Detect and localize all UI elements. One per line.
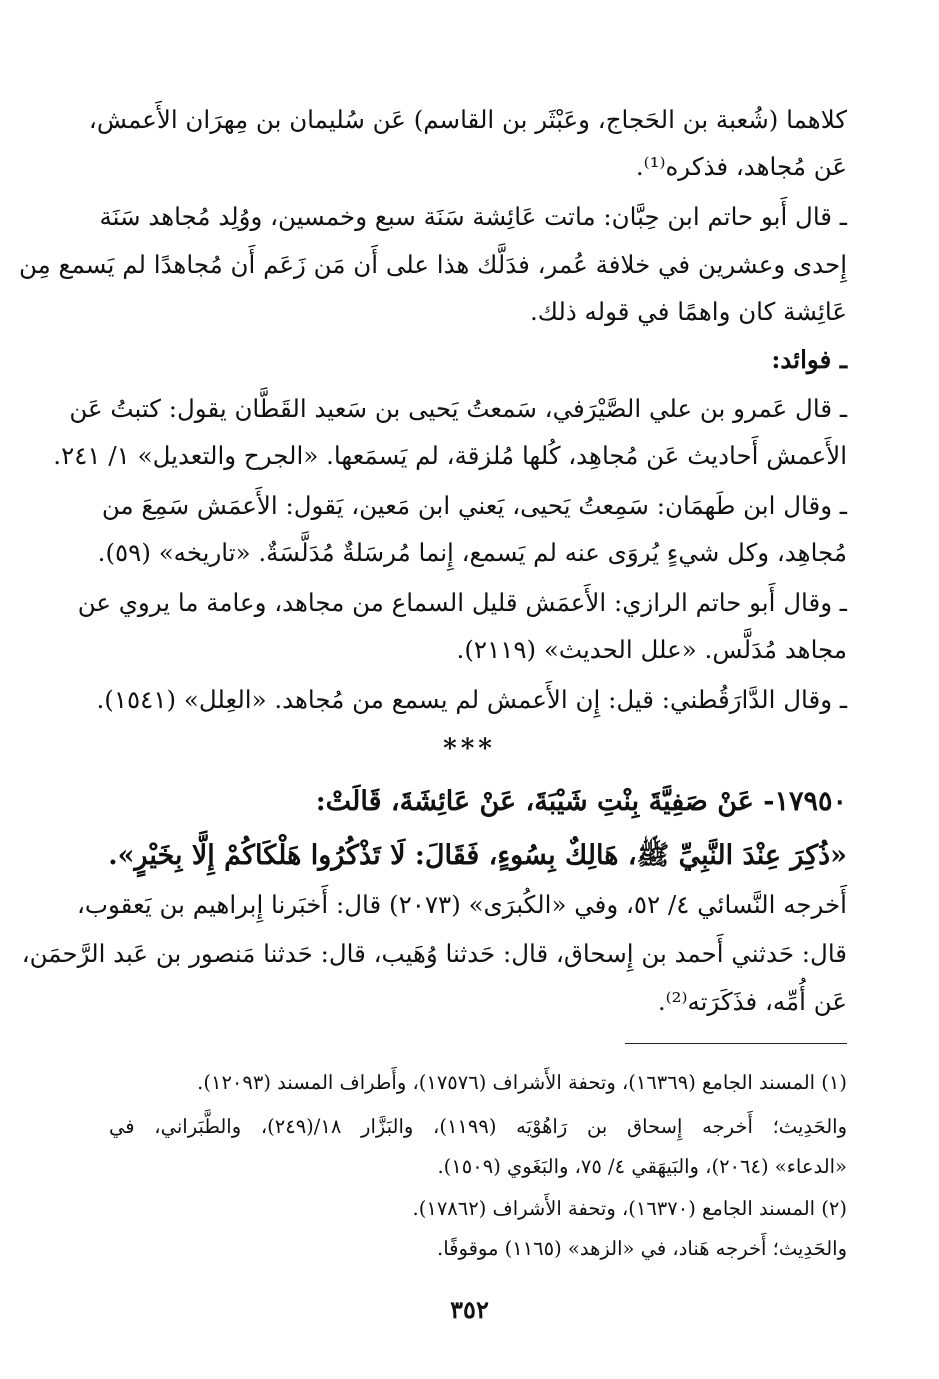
body-line-3: ـ قال أَبو حاتم ابن حِبَّان: ماتت عَائِشة سَنَة سبع وخمسين، ووُلِد مُجاهد سَنَة [99, 202, 847, 231]
footnote-1: (١) المسند الجامع (١٦٣٦٩)، وتحفة الأَشراف (١٧٥٧٦)، وأَطراف المسند (١٢٠٩٣). [197, 1071, 847, 1094]
body-line-4: إِحدى وعشرين في خلافة عُمر، فدَلَّك هذا على أَن مَن زَعَم أَن مُجاهدًا لم يَسمع مِن [18, 250, 847, 279]
body-line-5: عَائِشة كان واهمًا في قوله ذلك. [529, 297, 847, 326]
body-line-1: كلاهما (شُعبة بن الحَجاج، وعَبْثَر بن القاسم) عَن سُليمان بن مِهرَان الأَعمش، [88, 105, 847, 134]
body-line-10: مُجاهِد، وكل شيءٍ يُروَى عنه لم يَسمع، إِنما مُرسَلةٌ مُدَلَّسَةٌ. «تاريخه» (٥٩). [97, 538, 847, 567]
footnote-2-continued: والحَدِيث؛ أَخرجه هَناد، في «الزهد» (١١٦٥) موقوفًا. [437, 1237, 847, 1260]
takhrij-line-3: عَن أُمِّه، فذَكَرَته⁽²⁾. [657, 987, 847, 1016]
hadith-text-line: «ذُكِرَ عِنْدَ النَّبِيِّ ﷺ، هَالِكٌ بِسُوءٍ، فَقَالَ: لَا تَذْكُرُوا هَلْكَاكُمْ إِلَّا بِخَيْرٍ». [108, 840, 847, 871]
body-line-8: الأَعمش أَحاديث عَن مُجاهِد، كُلها مُلزقة، لم يَسمَعها. «الجرح والتعديل» ١/ ٢٤١. [53, 441, 847, 470]
body-line-11: ـ وقال أَبو حاتم الرازي: الأَعمَش قليل السماع من مجاهد، وعامة ما يروي عن [77, 588, 847, 617]
hadith-number-line: ١٧٩٥٠- عَنْ صَفِيَّةَ بِنْتِ شَيْبَةَ، عَنْ عَائِشَةَ، قَالَتْ: [315, 786, 847, 817]
fawaid-heading: ـ فوائد: [771, 345, 847, 374]
body-line-7: ـ قال عَمرو بن علي الصَّيْرَفي، سَمعتُ يَحيى بن سَعيد القَطَّان يقول: كتبتُ عَن [69, 394, 847, 423]
body-line-12: مجاهد مُدَلَّس. «علل الحديث» (٢١١٩). [456, 635, 847, 664]
takhrij-line-2: قال: حَدثني أَحمد بن إِسحاق، قال: حَدثنا وُهَيب، قال: حَدثنا مَنصور بن عَبد الرَّحمَن، [21, 939, 847, 968]
section-separator: *** [443, 734, 496, 764]
body-line-9: ـ وقال ابن طَهمَان: سَمِعتُ يَحيى، يَعني ابن مَعين، يَقول: الأَعمَش سَمِعَ من [101, 491, 847, 520]
body-line-13: ـ وقال الدَّارَقُطني: قيل: إِن الأَعمش لم يسمع من مُجاهد. «العِلل» (١٥٤١). [96, 685, 847, 714]
takhrij-line-1: أَخرجه النَّسائي ٤/ ٥٢، وفي «الكُبرَى» (٢٠٧٣) قال: أَخبَرنا إِبراهيم بن يَعقوب، [77, 890, 847, 919]
footnote-divider [625, 1043, 847, 1044]
body-line-2: عَن مُجاهد، فذكره⁽¹⁾. [635, 152, 847, 181]
footnote-1-continued-2: «الدعاء» (٢٠٦٤)، والبَيهَقي ٤/ ٧٥، والبَغَوي (١٥٠٩). [437, 1155, 847, 1178]
page-number: ٣٥٢ [450, 1295, 489, 1324]
footnote-1-continued: والحَدِيث؛ أَخرجه إِسحاق بن رَاهُوْيَه (١١٩٩)، والبَزَّار ١٨/(٢٤٩)، والطَّبَراني، في [109, 1115, 847, 1138]
footnote-2: (٢) المسند الجامع (١٦٣٧٠)، وتحفة الأَشراف (١٧٨٦٢). [412, 1197, 847, 1220]
